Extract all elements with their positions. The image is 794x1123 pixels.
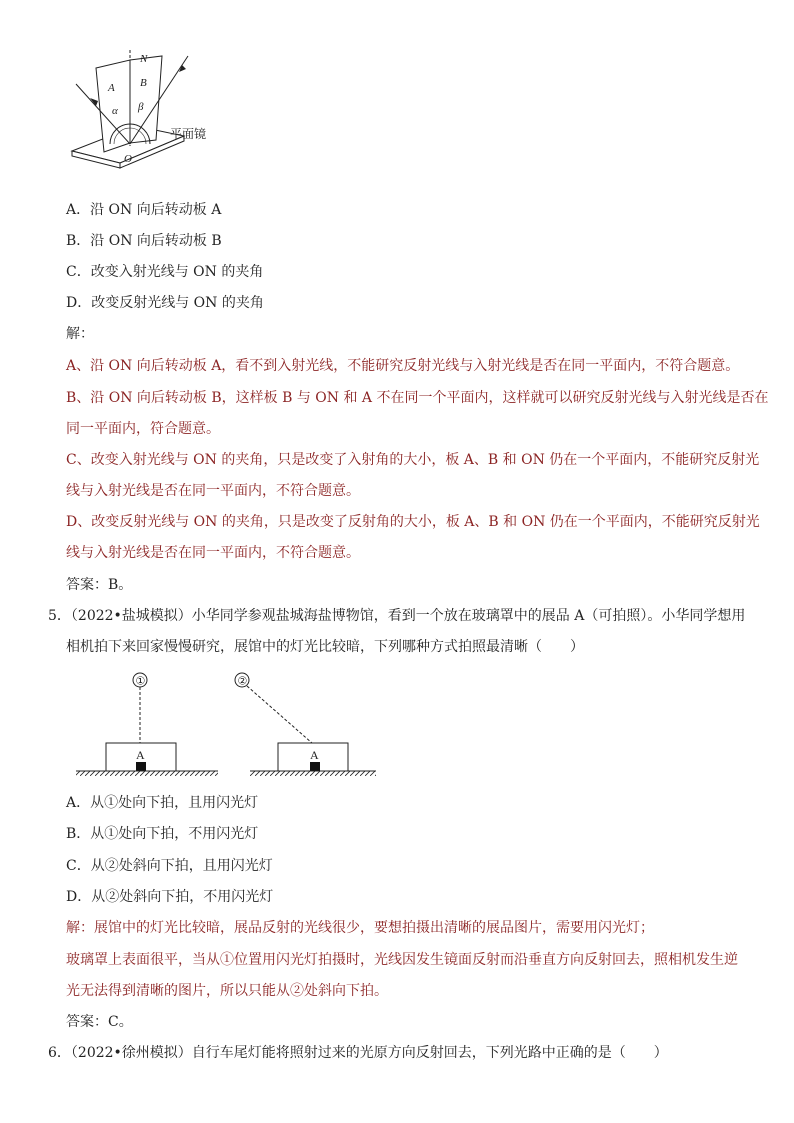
q4-solution-line: B、沿 ON 向后转动板 B，这样板 B 与 ON 和 A 不在同一个平面内，这样就可以研究反射光线与入射光线是否在 [66,390,769,406]
q4-option-b: B．沿 ON 向后转动板 B [66,233,222,249]
board-a-label: A [108,82,115,94]
q5-option-b: B．从①处向下拍，不用闪光灯 [66,826,259,842]
q4-option-d: D．改变反射光线与 ON 的夹角 [66,295,264,311]
q4-solution-line: 同一平面内，符合题意。 [66,421,220,437]
q5-solution-line: 光无法得到清晰的图片，所以只能从②处斜向下拍。 [66,983,388,999]
q5-option-a: A．从①处向下拍，且用闪光灯 [66,795,259,811]
q4-solution-line: D、改变反射光线与 ON 的夹角，只是改变了反射角的大小，板 A、B 和 ON 仍在一个平面内，不能研究反射光 [66,514,760,530]
beta-label: β [138,101,144,113]
q4-answer: 答案：B。 [66,577,133,593]
q4-solution-line: A、沿 ON 向后转动板 A，看不到入射光线，不能研究反射光线与入射光线是否在同一平面内，不符合题意。 [66,358,740,374]
position-1-label: ① [135,675,146,688]
q5-stem-line1: 5．（2022•盐城模拟）小华同学参观盐城海盐博物馆，看到一个放在玻璃罩中的展品 A（可拍照）。小华同学想用 [48,608,746,624]
camera-position-figure [70,666,390,784]
exhibit-a-label-2: A [310,748,319,762]
q5-option-d: D．从②处斜向下拍，不用闪光灯 [66,889,274,905]
q5-answer: 答案：C。 [66,1014,133,1030]
q4-option-a: A．沿 ON 向后转动板 A [66,202,222,218]
q5-option-c: C．从②处斜向下拍，且用闪光灯 [66,858,273,874]
q6-stem: 6．（2022•徐州模拟）自行车尾灯能将照射过来的光原方向反射回去，下列光路中正确的是（ ） [48,1045,668,1061]
q5-solution-line: 解：展馆中的灯光比较暗，展品反射的光线很少，要想拍摄出清晰的展品图片，需要用闪光灯； [66,920,654,936]
q4-solution-line: C、改变入射光线与 ON 的夹角，只是改变了入射角的大小，板 A、B 和 ON 仍在一个平面内，不能研究反射光 [66,452,760,468]
board-b-label: B [140,77,147,89]
reflection-experiment-figure [66,48,226,178]
q5-stem-line2: 相机拍下来回家慢慢研究，展馆中的灯光比较暗，下列哪种方式拍照最清晰（ ） [66,639,584,655]
q4-solution-line: 线与入射光线是否在同一平面内，不符合题意。 [66,483,360,499]
exhibit-a-label-1: A [136,748,145,762]
position-2-label: ② [237,675,248,688]
q4-solution-line: 线与入射光线是否在同一平面内，不符合题意。 [66,545,360,561]
mirror-label: 平面镜 [170,127,207,141]
point-o-label: O [124,153,132,165]
q4-option-c: C．改变入射光线与 ON 的夹角 [66,264,264,280]
q4-solution-head: 解： [66,326,94,342]
q5-solution-line: 玻璃罩上表面很平，当从①位置用闪光灯拍摄时，光线因发生镜面反射而沿垂直方向反射回去，照相机发生逆 [66,952,738,968]
alpha-label: α [112,105,118,117]
normal-label: N [140,53,148,65]
